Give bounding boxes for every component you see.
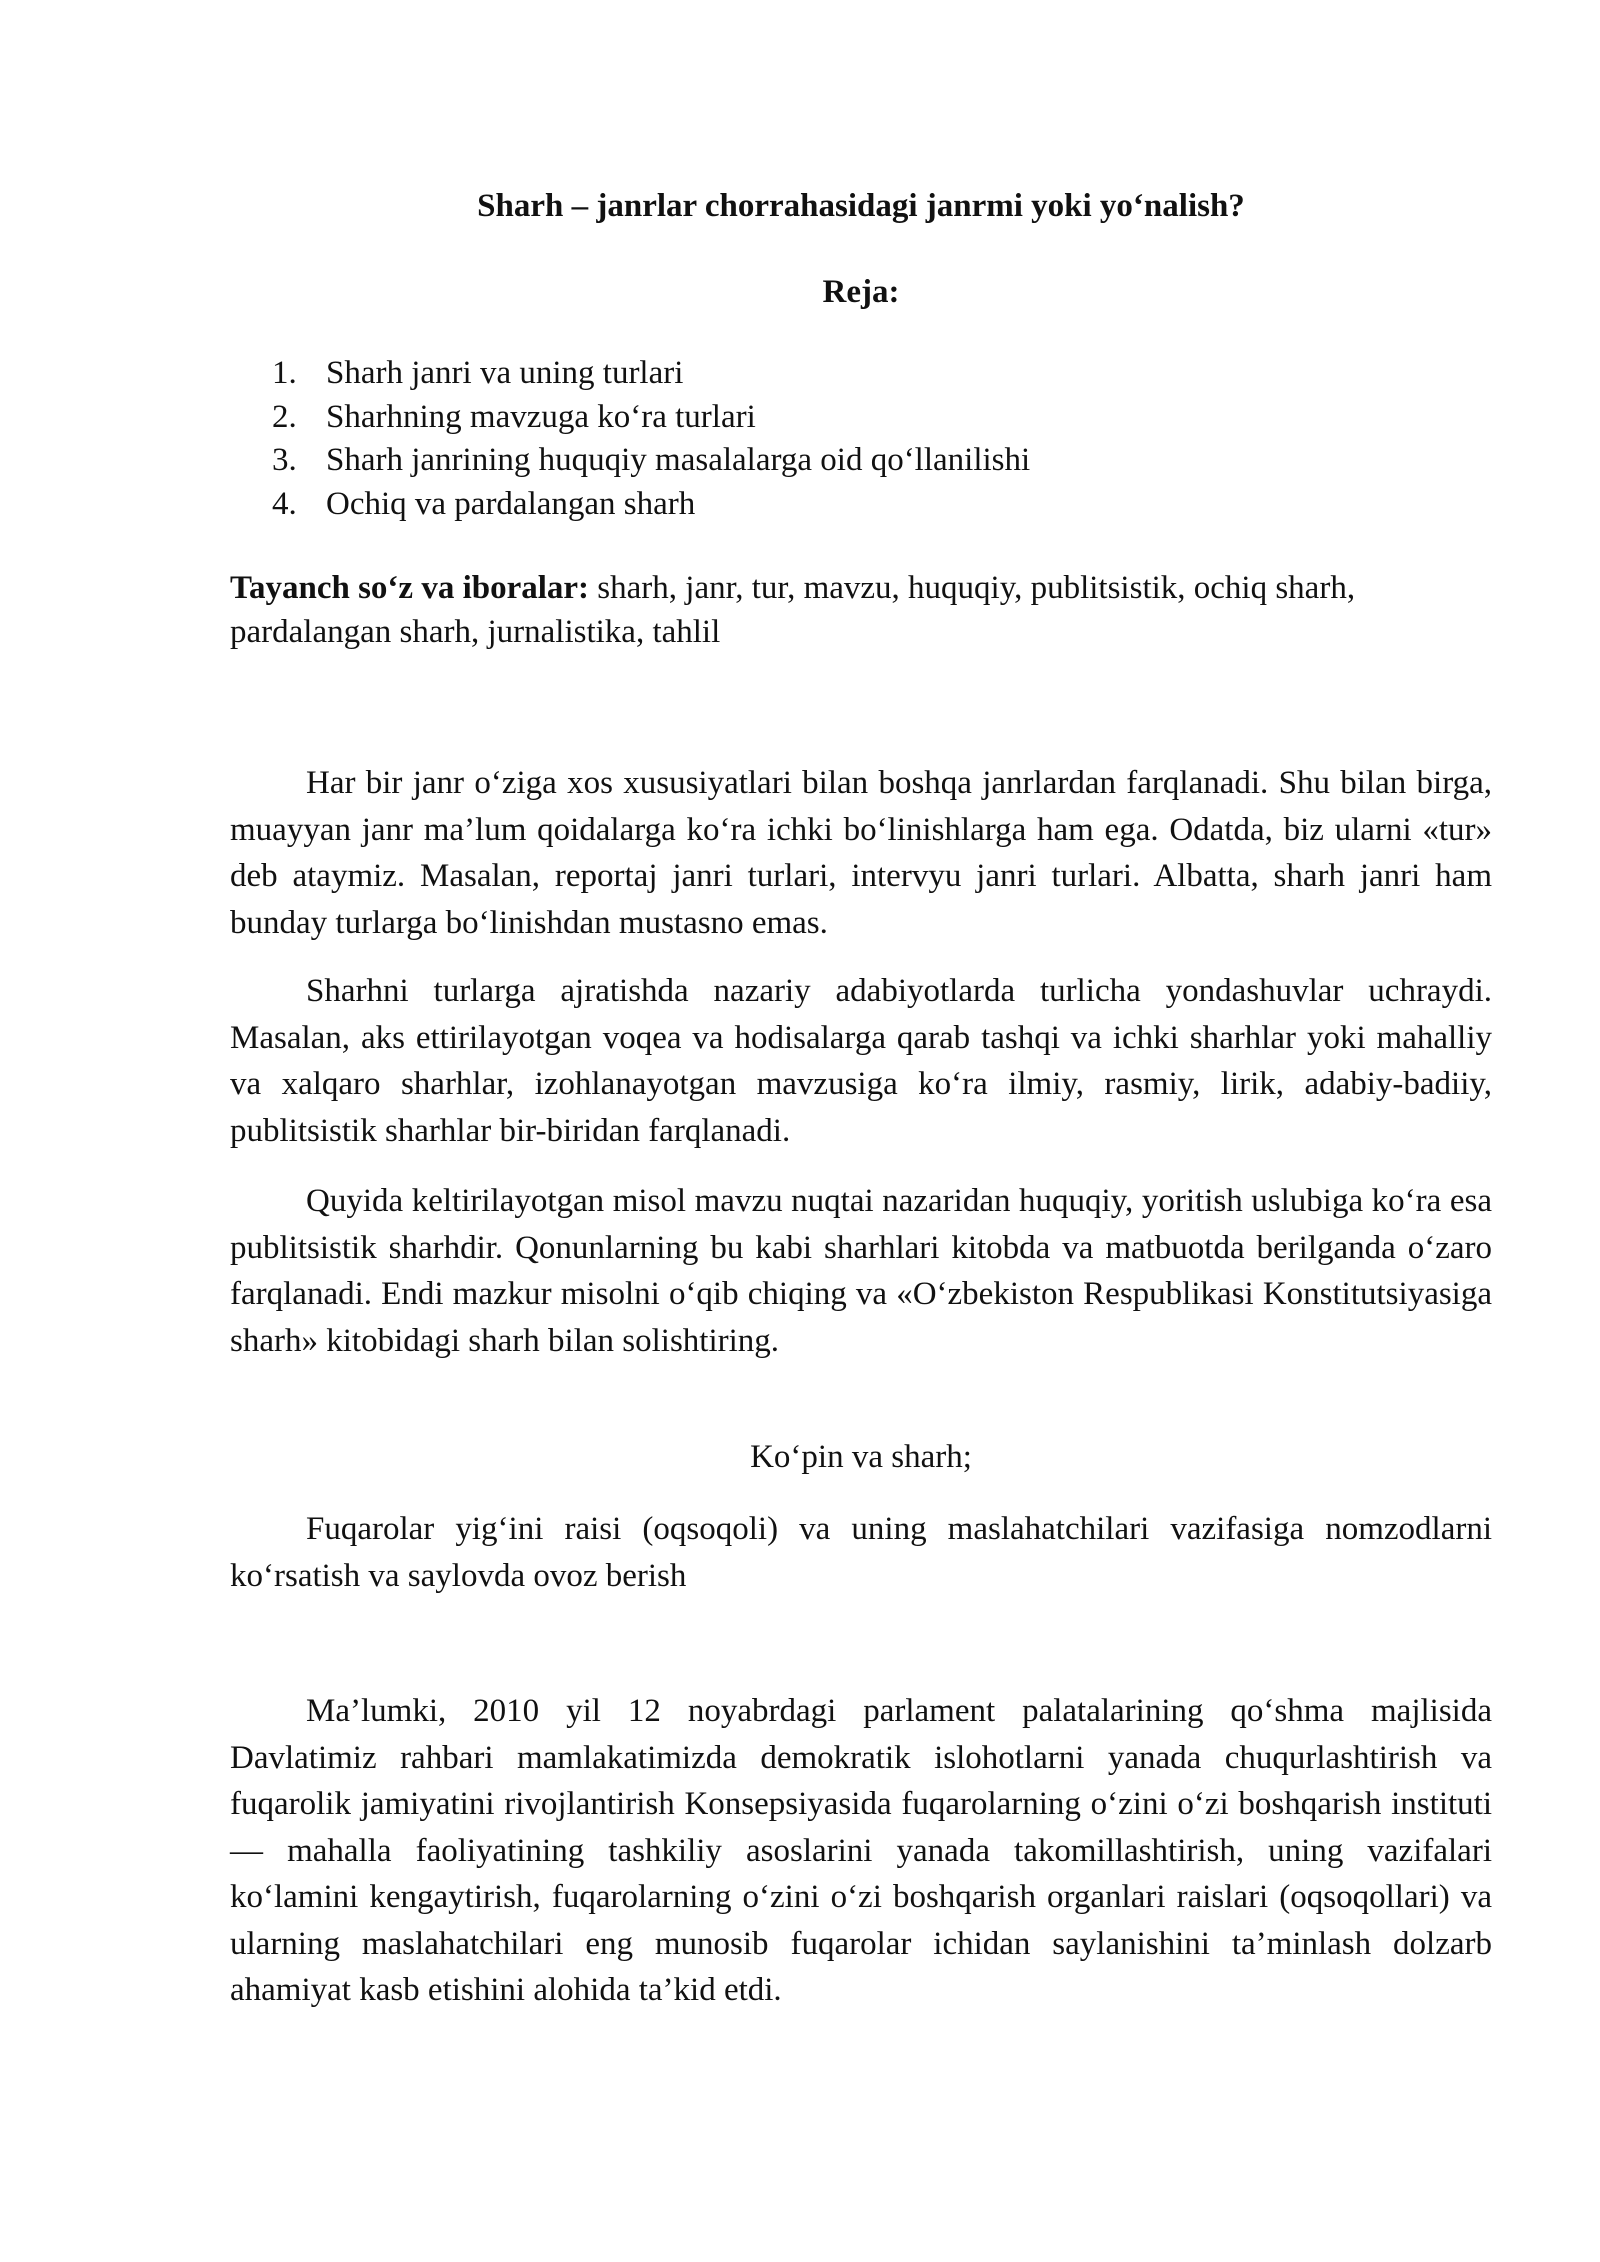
keywords-label: Tayanch so‘z va iboralar: (230, 570, 590, 606)
section-caption: Ko‘pin va sharh; (750, 1439, 972, 1475)
plan-item (272, 352, 1030, 396)
plan-heading: Reja: (822, 274, 900, 310)
body-paragraph-3: Quyida keltirilayotgan misol mavzu nuqtai nazaridan huquqiy, yoritish uslubiga ko‘ra esa publitsistik sharhdir. Qonunlarning bu kabi sharhlari kitobda va matbuotda berilganda o‘zaro farqlanadi. Endi mazkur misolni o‘qib chiqing va «O‘zbekiston Respublikasi Konstitutsiyasiga sharh» kitobidagi sharh bilan solishtiring. (230, 1183, 1492, 1359)
plan-item (272, 439, 1030, 483)
plan-item-text: Sharh janri va uning turlari (326, 355, 684, 391)
plan-item-number: 3. (272, 442, 297, 478)
keywords-paragraph (230, 566, 1492, 654)
body-paragraph-2: Sharhni turlarga ajratishda nazariy adabiyotlarda turlicha yondashuvlar uchraydi. Masalan, aks ettirilayotgan voqea va hodisalarga qarab tashqi va ichki sharhlar yoki mahalliy va xalqaro sharhlar, izohlanayotgan mavzusiga ko‘ra ilmiy, rasmiy, lirik, adabiy-badiiy, publitsistik sharhlar bir-biridan farqlanadi. (230, 973, 1492, 1149)
body-paragraph-1: Har bir janr o‘ziga xos xususiyatlari bilan boshqa janrlardan farqlanadi. Shu bilan birga, muayyan janr ma’lum qoidalarga ko‘ra ichki bo‘linishlarga ham ega. Odatda, biz ularni «tur» deb ataymiz. Masalan, reportaj janri turlari, intervyu janri turlari. Albatta, sharh janri ham bunday turlarga bo‘linishdan mustasno emas. (230, 765, 1492, 941)
plan-item (272, 396, 1030, 440)
document-title: Sharh – janrlar chorrahasidagi janrmi yoki yo‘nalish? (477, 188, 1245, 224)
plan-item-text: Sharh janrining huquqiy masalalarga oid qo‘llanilishi (326, 442, 1031, 478)
law-title-paragraph: Fuqarolar yig‘ini raisi (oqsoqoli) va uning maslahatchilari vazifasiga nomzodlarni ko‘rsatish va saylovda ovoz berish (230, 1511, 1492, 1594)
plan-item-number: 2. (272, 398, 297, 435)
plan-item-number: 4. (272, 485, 297, 522)
plan-item-text: Sharhning mavzuga ko‘ra turlari (326, 398, 756, 435)
plan-list (272, 352, 1030, 526)
plan-item (272, 483, 1030, 527)
plan-item-number: 1. (272, 355, 297, 391)
body-paragraph-final: Ma’lumki, 2010 yil 12 noyabrdagi parlament palatalarining qo‘shma majlisida Davlatimiz rahbari mamlakatimizda demokratik islohotlarni yanada chuqurlashtirish va fuqarolik jamiyatini rivojlantirish Konsepsiyasida fuqarolarning o‘zini o‘zi boshqarish instituti — mahalla faoliyatining tashkiliy asoslarini yanada takomillashtirish, uning vazifalari ko‘lamini kengaytirish, fuqarolarning o‘zini o‘zi boshqarish organlari raislari (oqsoqollari) va ularning maslahatchilari eng munosib fuqarolar ichidan saylanishini ta’minlash dolzarb ahamiyat kasb etishini alohida ta’kid etdi. (230, 1693, 1492, 2008)
plan-item-text: Ochiq va pardalangan sharh (326, 485, 696, 522)
keywords-text: sharh, janr, tur, mavzu, huquqiy, publitsistik, ochiq sharh, pardalangan sharh, jurnalistika, tahlil (230, 570, 1356, 650)
